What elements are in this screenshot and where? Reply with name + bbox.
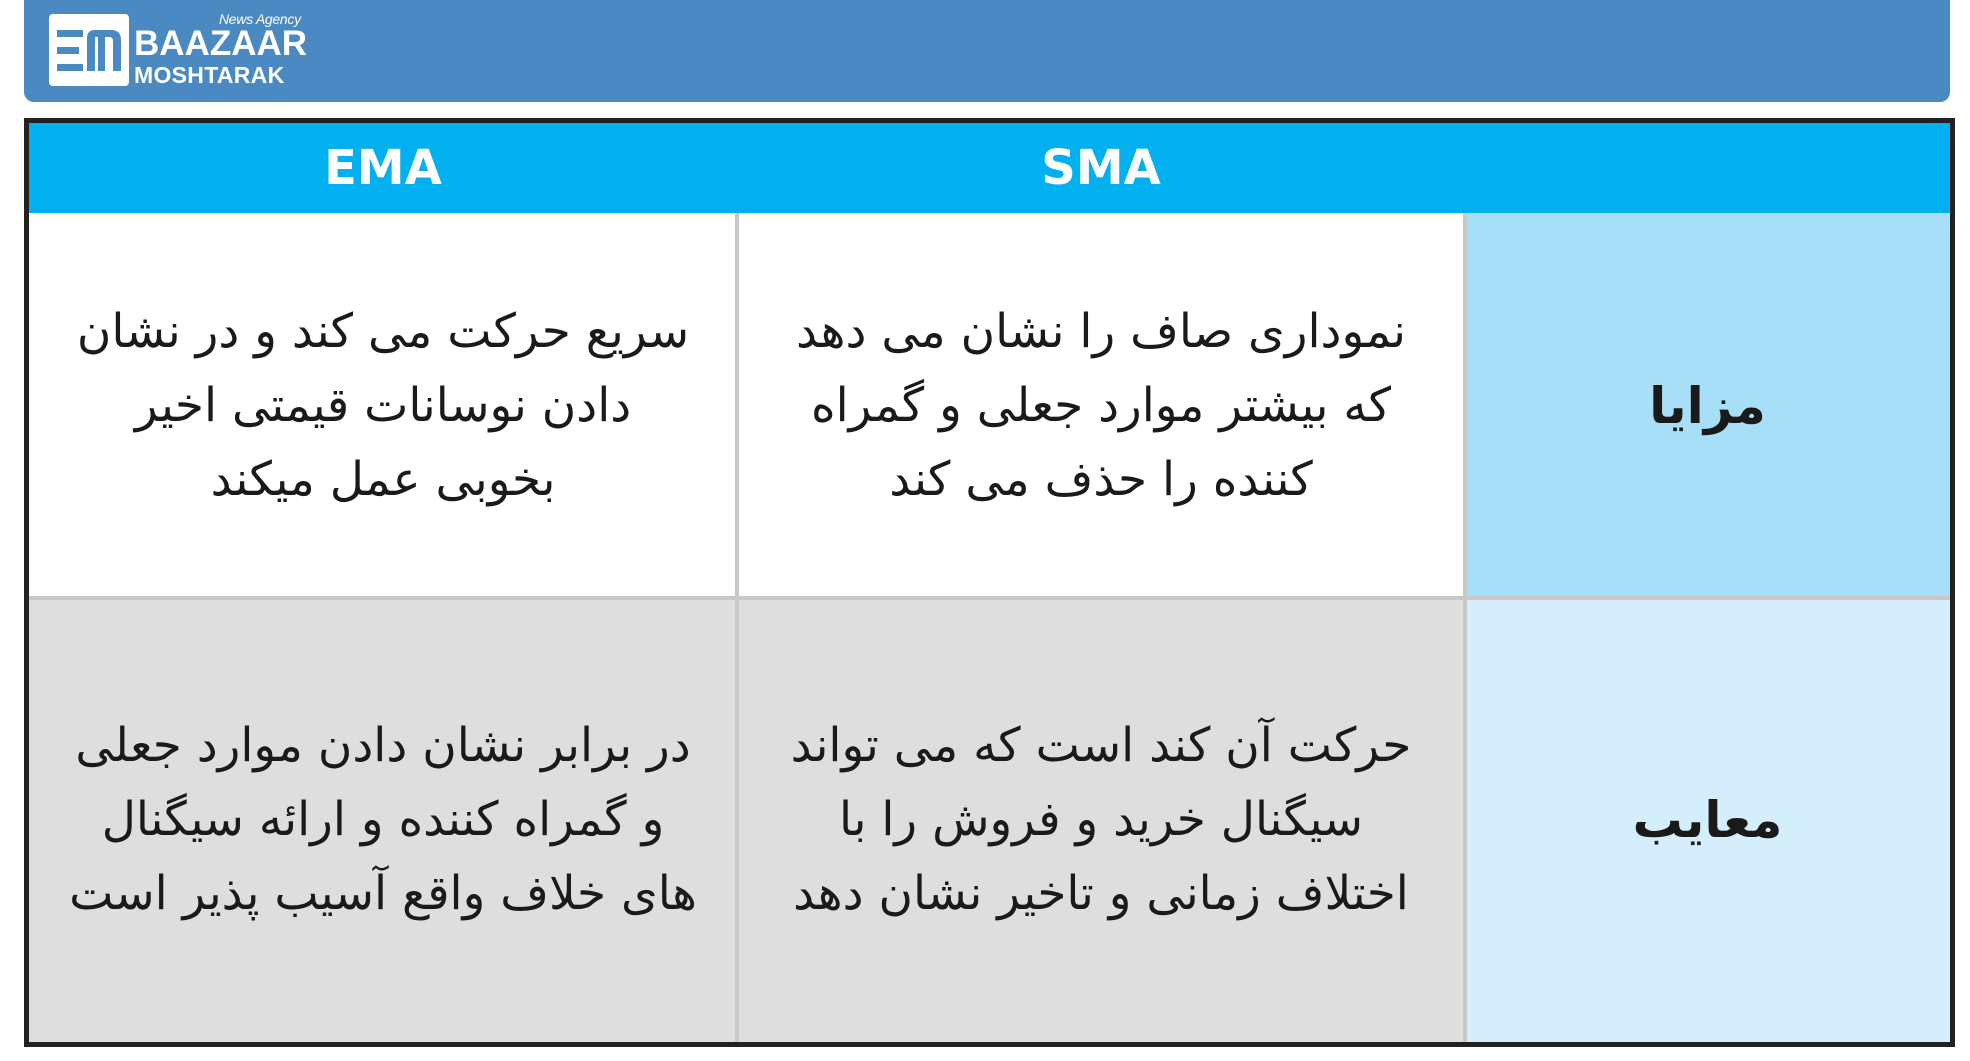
row-label-text: معایب — [1632, 791, 1783, 849]
cell-text: در برابر نشان دادن موارد جعلی و گمراه کننده و ارائه سیگنال های خلاف واقع آسیب پذیر است — [69, 718, 697, 921]
grid-divider — [735, 213, 739, 1042]
column-header-label — [1465, 123, 1950, 213]
brand-name-line1: BAAZAAR — [134, 24, 308, 63]
brand-logo — [24, 11, 324, 90]
cell-ema-disadvantages — [29, 598, 737, 1042]
grid-divider — [1463, 213, 1467, 1042]
cell-sma-advantages — [737, 213, 1465, 598]
cell-ema-advantages — [29, 213, 737, 598]
column-header-sma: SMA — [1041, 140, 1161, 196]
table-header-row — [29, 123, 1950, 213]
grid-divider — [29, 596, 1950, 600]
cell-text: سریع حرکت می کند و در نشان دادن نوسانات قیمتی اخیر بخوبی عمل میکند — [76, 303, 690, 507]
row-label-advantages — [1465, 213, 1950, 598]
cell-text: حرکت آن کند است که می تواند سیگنال خرید و فروش را با اختلاف زمانی و تاخیر نشان دهد — [790, 718, 1412, 921]
column-header-ema: EMA — [324, 140, 442, 196]
row-label-text: مزایا — [1649, 376, 1766, 435]
em-logo-icon — [49, 14, 129, 86]
brand-name-line2: MOSHTARAK — [134, 62, 285, 88]
cell-sma-disadvantages — [737, 598, 1465, 1042]
comparison-table — [24, 118, 1955, 1047]
row-label-disadvantages — [1465, 598, 1950, 1042]
brand-tagline: News Agency — [219, 11, 301, 27]
cell-text: نموداری صاف را نشان می دهد که بیشتر موارد جعلی و گمراه کننده را حذف می کند — [796, 303, 1406, 507]
